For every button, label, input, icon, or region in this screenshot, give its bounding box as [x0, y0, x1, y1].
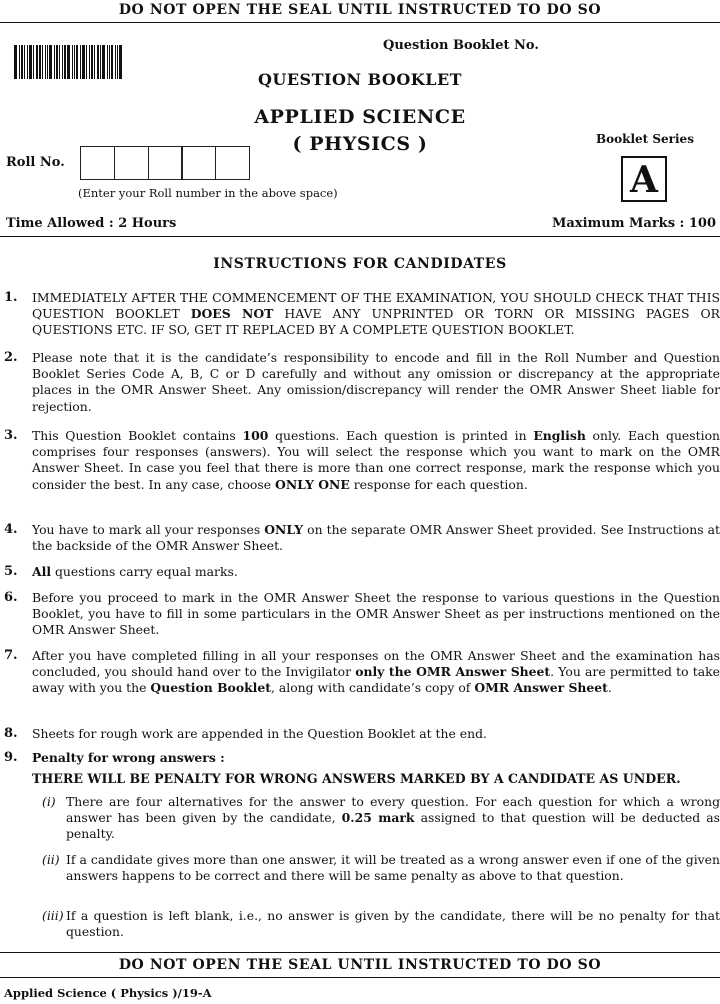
penalty-number: (ii) — [42, 852, 60, 867]
bold-text-run: All — [32, 564, 52, 579]
text-run: If a question is left blank, i.e., no answer is given by the candidate, there will be no penalty for that question. — [66, 908, 720, 940]
booklet-series-box: A — [621, 156, 667, 202]
instruction-text — [32, 428, 720, 493]
text-run: response for each question. — [349, 476, 528, 492]
instruction-text — [32, 726, 720, 742]
instruction-number: 1. — [4, 290, 18, 305]
bold-text-run: ONLY ONE — [275, 476, 350, 492]
text-run: After you have completed filling in all your responses on the OMR Answer Sheet and the examination has concluded, you should hand over to the Invigilator — [32, 648, 720, 680]
roll-number-hint: (Enter your Roll number in the above space) — [78, 186, 338, 200]
penalty-text — [66, 852, 720, 884]
instruction-number: 3. — [4, 428, 18, 443]
booklet-number-label: Question Booklet No. — [383, 38, 539, 53]
text-run: If a candidate gives more than one answer, it will be treated as a wrong answer even if one of the given answers happens to be correct and there will be same penalty as above to that question. — [66, 852, 720, 884]
bold-text-run: English — [533, 428, 586, 443]
bold-text-run: Question Booklet — [150, 680, 271, 696]
text-run: Please note that it is the candidate’s responsibility to encode and fill in the Roll Number and Question Booklet Series Code A, B, C or D carefully and without any omission or discrepancy at the appropriate places in the OMR Answer Sheet. Any omission/discrepancy will render the OMR Answer Sheet liable for rejection. — [32, 350, 720, 414]
text-run: , along with candidate’s copy of — [271, 680, 475, 696]
instruction-number: 6. — [4, 590, 18, 605]
bold-text-run: Penalty for wrong answers : — [32, 750, 225, 765]
text-run: Before you proceed to mark in the OMR Answer Sheet the response to various questions in the Question Booklet, you have to fill in some particulars in the OMR Answer Sheet as per instructions mentioned on the OMR Answer Sheet. — [32, 590, 720, 638]
roll-digit-box[interactable] — [181, 146, 216, 180]
roll-digit-box[interactable] — [114, 146, 149, 180]
booklet-series-label: Booklet Series — [596, 132, 694, 146]
instruction-number: 9. — [4, 750, 18, 765]
penalty-item — [38, 794, 720, 843]
roll-digit-box[interactable] — [215, 146, 250, 180]
roll-digit-box[interactable] — [148, 146, 183, 180]
text-run: IMMEDIATELY AFTER THE COMMENCEMENT OF THE EXAMINATION, YOU SHOULD CHECK THAT THIS QUESTION BOOKLET — [32, 290, 720, 322]
text-run: questions carry equal marks. — [51, 564, 238, 579]
instruction-item — [4, 522, 720, 554]
subject-subtitle: ( PHYSICS ) — [292, 133, 428, 155]
bold-text-run: 0.25 mark — [341, 810, 415, 826]
penalty-number: (i) — [42, 794, 56, 809]
text-run: HAVE ANY UNPRINTED OR TORN OR MISSING PAGES OR QUESTIONS ETC. IF SO, GET IT REPLACED BY A COMPLETE QUESTION BOOKLET. — [32, 306, 720, 338]
instruction-number: 2. — [4, 350, 18, 365]
instruction-text — [32, 564, 720, 580]
bold-text-run: OMR Answer Sheet — [474, 680, 608, 696]
time-allowed: Time Allowed : 2 Hours — [6, 216, 177, 231]
booklet-title: QUESTION BOOKLET — [257, 70, 463, 89]
penalty-text — [66, 908, 720, 940]
instruction-item — [4, 564, 720, 580]
bottom-seal-banner: DO NOT OPEN THE SEAL UNTIL INSTRUCTED TO DO SO — [0, 952, 720, 978]
instruction-item — [4, 648, 720, 697]
subject-title: APPLIED SCIENCE — [254, 106, 466, 128]
roll-number-boxes[interactable] — [80, 146, 249, 180]
bold-text-run: only the OMR Answer Sheet — [355, 664, 551, 680]
text-run: This Question Booklet contains — [32, 428, 243, 443]
instruction-item — [4, 590, 720, 639]
instruction-item — [4, 750, 720, 766]
instruction-number: 4. — [4, 522, 18, 537]
instruction-text — [32, 522, 720, 554]
maximum-marks: Maximum Marks : 100 — [552, 216, 716, 231]
header-divider — [0, 236, 720, 237]
text-run: Sheets for rough work are appended in the Question Booklet at the end. — [32, 726, 487, 741]
roll-number-label: Roll No. — [6, 155, 65, 170]
text-run: You have to mark all your responses — [32, 522, 265, 537]
penalty-item — [38, 852, 720, 884]
instruction-text — [32, 290, 720, 339]
text-run: only. Each question comprises four responses (answers). You will select the response which you want to mark on the OMR Answer Sheet. In case you feel that there is more than one correct response, mark the response which you consider the best. In any case, choose — [32, 428, 720, 492]
instruction-item — [4, 428, 720, 493]
instruction-item — [4, 350, 720, 415]
instruction-text — [32, 590, 720, 639]
text-run: . You are permitted to take away with you the — [32, 664, 720, 696]
text-run: questions. Each question is printed in — [268, 428, 534, 443]
text-run: . — [607, 680, 612, 696]
instruction-text — [32, 350, 720, 415]
bold-text-run: ONLY — [264, 522, 304, 537]
penalty-heading: THERE WILL BE PENALTY FOR WRONG ANSWERS MARKED BY A CANDIDATE AS UNDER. — [32, 771, 681, 786]
instruction-number: 8. — [4, 726, 18, 741]
bold-text-run: 100 — [242, 428, 269, 443]
penalty-number: (iii) — [42, 908, 64, 923]
instruction-number: 7. — [4, 648, 18, 663]
instruction-item — [4, 290, 720, 339]
text-run: on the separate OMR Answer Sheet provided. See Instructions at the backside of the OMR Answer Sheet. — [32, 522, 720, 554]
penalty-item — [38, 908, 720, 940]
penalty-text — [66, 794, 720, 843]
top-seal-banner: DO NOT OPEN THE SEAL UNTIL INSTRUCTED TO DO SO — [0, 0, 720, 23]
instructions-heading: INSTRUCTIONS FOR CANDIDATES — [213, 256, 507, 272]
text-run: There are four alternatives for the answer to every question. For each question for which a wrong answer has been given by the candidate, — [66, 794, 720, 826]
bold-text-run: DOES NOT — [190, 306, 274, 322]
instruction-number: 5. — [4, 564, 18, 579]
text-run: assigned to that question will be deducted as penalty. — [66, 810, 720, 842]
instruction-text — [32, 648, 720, 697]
page-footer: Applied Science ( Physics )/19-A — [4, 986, 212, 1000]
instruction-item — [4, 726, 720, 742]
instruction-text — [32, 750, 720, 766]
roll-digit-box[interactable] — [80, 146, 115, 180]
